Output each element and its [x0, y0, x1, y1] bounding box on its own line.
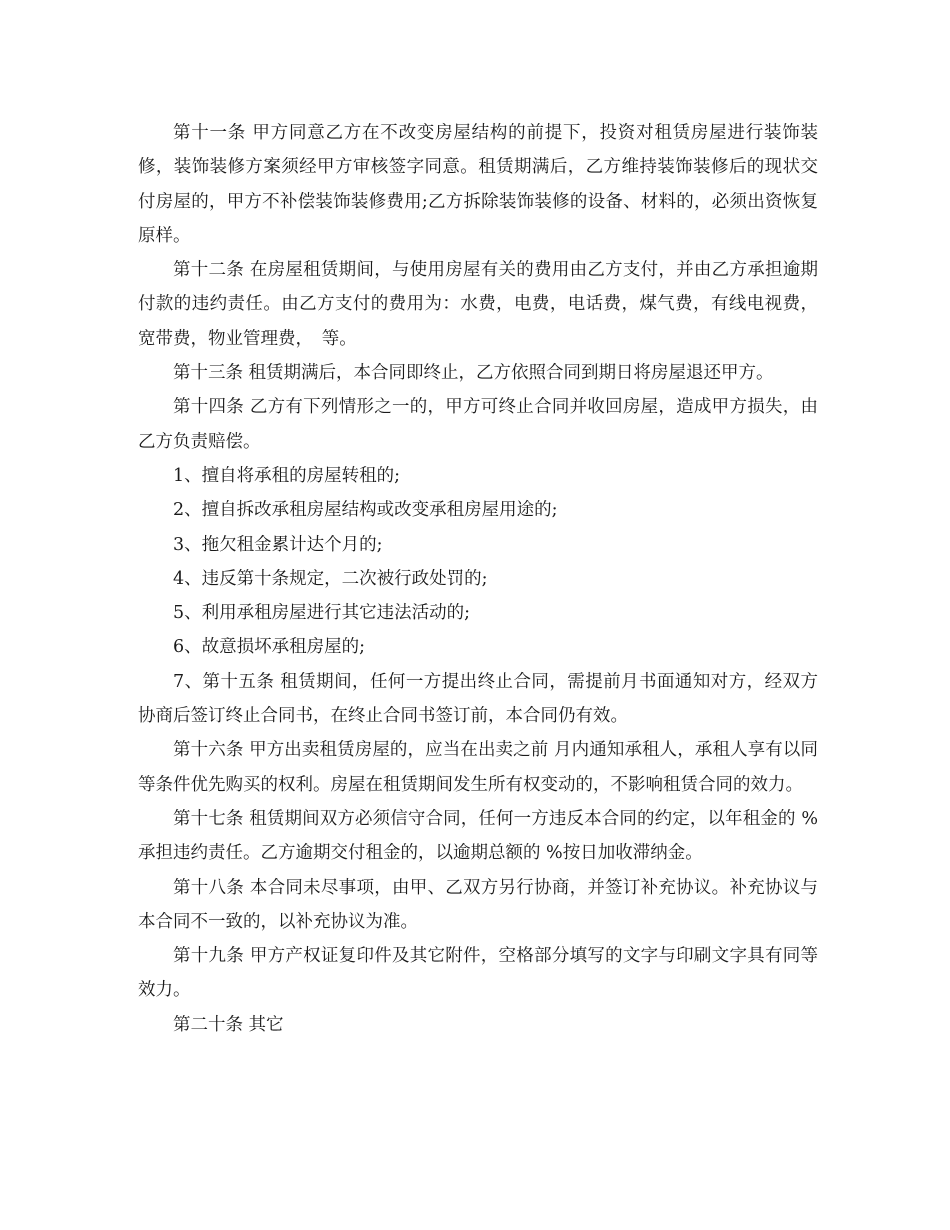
- clause-12: 第十二条 在房屋租赁期间，与使用房屋有关的费用由乙方支付，并由乙方承担逾期付款的违约责任。由乙方支付的费用为：水费，电费，电话费，煤气费，有线电视费，宽带费，物业管理费， 等。: [138, 260, 818, 349]
- document-body: [138, 116, 818, 1042]
- clause-11: 第十一条 甲方同意乙方在不改变房屋结构的前提下，投资对租赁房屋进行装饰装修，装饰装修方案须经甲方审核签字同意。租赁期满后，乙方维持装饰装修后的现状交付房屋的，甲方不补偿装饰装修费用;乙方拆除装饰装修的设备、材料的，必须出资恢复原样。: [138, 123, 818, 246]
- clause-20: 第二十条 其它: [173, 1014, 284, 1035]
- list-item-1: 1、擅自将承租的房屋转租的;: [173, 465, 401, 486]
- list-item-7-clause-15: 7、第十五条 租赁期间，任何一方提出终止合同，需提前月书面通知对方，经双方协商后签订终止合同书，在终止合同书签订前，本合同仍有效。: [138, 671, 818, 727]
- list-item-4: 4、违反第十条规定，二次被行政处罚的;: [173, 568, 488, 589]
- list-item-2: 2、擅自拆改承租房屋结构或改变承租房屋用途的;: [173, 500, 558, 521]
- clause-13: 第十三条 租赁期满后，本合同即终止，乙方依照合同到期日将房屋退还甲方。: [173, 363, 774, 384]
- clause-18: 第十八条 本合同未尽事项，由甲、乙双方另行协商，并签订补充协议。补充协议与本合同不一致的，以补充协议为准。: [138, 877, 818, 932]
- clause-17: 第十七条 租赁期间双方必须信守合同，任何一方违反本合同的约定，以年租金的 %承担违约责任。乙方逾期交付租金的，以逾期总额的 %按日加收滞纳金。: [138, 808, 818, 864]
- clause-14: 第十四条 乙方有下列情形之一的，甲方可终止合同并收回房屋，造成甲方损失，由乙方负责赔偿。: [138, 397, 818, 452]
- clause-16: 第十六条 甲方出卖租赁房屋的，应当在出卖之前 月内通知承租人，承租人享有以同等条件优先购买的权利。房屋在租赁期间发生所有权变动的，不影响租赁合同的效力。: [138, 740, 818, 795]
- list-item-6: 6、故意损坏承租房屋的;: [173, 637, 366, 658]
- list-item-3: 3、拖欠租金累计达个月的;: [173, 534, 383, 555]
- clause-19: 第十九条 甲方产权证复印件及其它附件，空格部分填写的文字与印刷文字具有同等效力。: [138, 946, 818, 1001]
- list-item-5: 5、利用承租房屋进行其它违法活动的;: [173, 603, 471, 624]
